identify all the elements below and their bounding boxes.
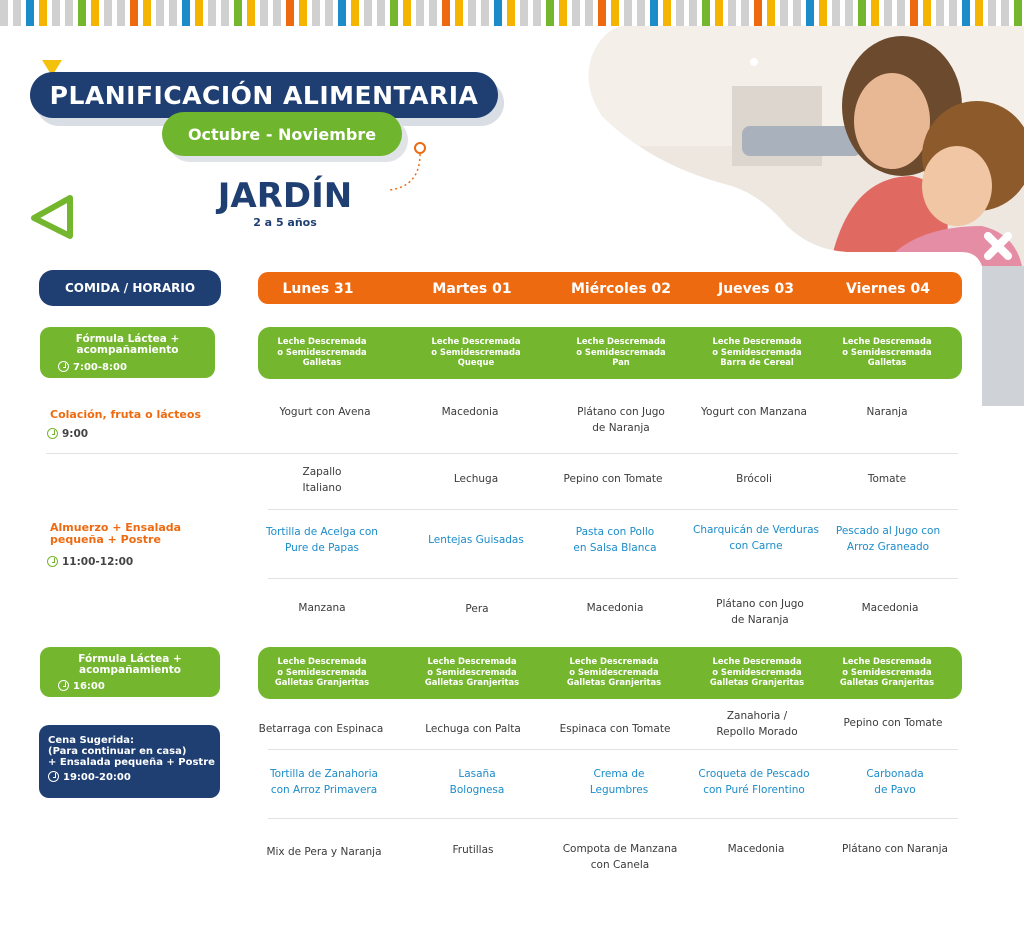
meal-time-text: 9:00 bbox=[62, 428, 89, 440]
stripe-segment bbox=[962, 0, 970, 26]
stripe-segment bbox=[182, 0, 190, 26]
stripe-segment bbox=[221, 0, 229, 26]
day-header: Viernes 04 bbox=[846, 281, 930, 297]
stripe-segment bbox=[0, 0, 8, 26]
stripe-segment bbox=[715, 0, 723, 26]
dinner-main-cell: Carbonada de Pavo bbox=[866, 768, 924, 796]
stripe-segment bbox=[871, 0, 879, 26]
meal-time bbox=[47, 556, 133, 568]
stripe-segment bbox=[195, 0, 203, 26]
lunch-salad-cell: Zapallo Italiano bbox=[302, 466, 342, 494]
row-divider bbox=[46, 453, 958, 454]
stripe-segment bbox=[910, 0, 918, 26]
stripe-segment bbox=[416, 0, 424, 26]
stripe-segment bbox=[897, 0, 905, 26]
stripe-segment bbox=[364, 0, 372, 26]
lunch-main-cell: Tortilla de Acelga con Pure de Papas bbox=[266, 526, 378, 554]
stripe-segment bbox=[234, 0, 242, 26]
stripe-segment bbox=[624, 0, 632, 26]
stripe-segment bbox=[104, 0, 112, 26]
stripe-segment bbox=[819, 0, 827, 26]
meal4-cell: Leche Descremada o Semidescremada Galletas Granjeritas bbox=[274, 656, 370, 687]
dinner-dessert-cell: Compota de Manzana con Canela bbox=[562, 843, 678, 871]
snack-cell: Yogurt con Avena bbox=[279, 406, 371, 418]
stripe-segment bbox=[702, 0, 710, 26]
stripe-segment bbox=[585, 0, 593, 26]
stripe-segment bbox=[325, 0, 333, 26]
meal1-cell: Leche Descremada o Semidescremada Galletas bbox=[277, 336, 367, 367]
stripe-segment bbox=[39, 0, 47, 26]
day-header: Miércoles 02 bbox=[570, 281, 672, 297]
corner-label: COMIDA / HORARIO bbox=[39, 270, 221, 306]
green-triangle-decoration bbox=[28, 190, 78, 240]
meal-time bbox=[48, 771, 220, 783]
stripe-segment bbox=[507, 0, 515, 26]
lunch-dessert-cell: Macedonia bbox=[861, 602, 919, 614]
stripe-segment bbox=[338, 0, 346, 26]
clock-icon bbox=[58, 361, 69, 372]
dinner-salad-cell: Espinaca con Tomate bbox=[559, 723, 671, 735]
stripe-segment bbox=[403, 0, 411, 26]
meal-label-afternoon bbox=[40, 647, 220, 697]
stripe-segment bbox=[793, 0, 801, 26]
meal4-cell: Leche Descremada o Semidescremada Galletas Granjeritas bbox=[566, 656, 662, 687]
day-header: Jueves 03 bbox=[718, 281, 794, 297]
snack-cell: Yogurt con Manzana bbox=[701, 406, 807, 418]
stripe-segment bbox=[533, 0, 541, 26]
stripe-segment bbox=[741, 0, 749, 26]
day-header: Lunes 31 bbox=[282, 281, 354, 297]
stripe-segment bbox=[273, 0, 281, 26]
meal-time-text: 16:00 bbox=[73, 681, 105, 692]
level-title: JARDÍN bbox=[217, 176, 353, 216]
day-header: Martes 01 bbox=[432, 281, 512, 297]
stripe-segment bbox=[286, 0, 294, 26]
stripe-segment bbox=[117, 0, 125, 26]
stripe-segment bbox=[611, 0, 619, 26]
meal1-cell: Leche Descremada o Semidescremada Pan bbox=[576, 336, 666, 367]
stripe-segment bbox=[754, 0, 762, 26]
stripe-segment bbox=[455, 0, 463, 26]
dinner-salad-cell: Zanahoria / Repollo Morado bbox=[716, 710, 798, 738]
row-divider bbox=[268, 818, 958, 819]
stripe-segment bbox=[780, 0, 788, 26]
dinner-dessert-cell: Macedonia bbox=[727, 843, 785, 855]
lunch-salad-cell: Lechuga bbox=[453, 473, 499, 485]
stripe-segment bbox=[949, 0, 957, 26]
dinner-main-cell: Crema de Legumbres bbox=[589, 768, 649, 796]
stripe-segment bbox=[13, 0, 21, 26]
stripe-segment bbox=[351, 0, 359, 26]
stripe-segment bbox=[546, 0, 554, 26]
stripe-segment bbox=[1014, 0, 1022, 26]
lunch-salad-cell: Tomate bbox=[867, 473, 907, 485]
stripe-segment bbox=[65, 0, 73, 26]
meal1-cell: Leche Descremada o Semidescremada Queque bbox=[431, 336, 521, 367]
stripe-segment bbox=[676, 0, 684, 26]
meal-label-text: Cena Sugerida: (Para continuar en casa) + Ensalada pequeña + Postre bbox=[48, 735, 215, 768]
dinner-dessert-cell: Frutillas bbox=[452, 844, 494, 856]
stripe-segment bbox=[377, 0, 385, 26]
stripe-segment bbox=[156, 0, 164, 26]
lunch-main-cell: Charquicán de Verduras con Carne bbox=[693, 524, 819, 552]
clock-icon bbox=[58, 680, 69, 691]
stripe-segment bbox=[975, 0, 983, 26]
stripe-segment bbox=[689, 0, 697, 26]
meal-label-text: Fórmula Láctea + acompañamiento bbox=[75, 333, 180, 356]
stripe-segment bbox=[988, 0, 996, 26]
stripe-segment bbox=[312, 0, 320, 26]
stripe-segment bbox=[169, 0, 177, 26]
meal-time-text: 11:00-12:00 bbox=[62, 556, 134, 568]
stripe-segment bbox=[520, 0, 528, 26]
stripe-segment bbox=[598, 0, 606, 26]
snack-cell: Naranja bbox=[866, 406, 908, 418]
meal-time-text: 7:00-8:00 bbox=[73, 362, 127, 373]
lunch-main-cell: Pasta con Pollo en Salsa Blanca bbox=[573, 526, 657, 554]
stripe-segment bbox=[858, 0, 866, 26]
dinner-main-cell: Croqueta de Pescado con Puré Florentino bbox=[698, 768, 810, 796]
meal-time bbox=[58, 361, 127, 373]
lunch-dessert-cell: Macedonia bbox=[586, 602, 644, 614]
stripe-segment bbox=[494, 0, 502, 26]
stripe-segment bbox=[728, 0, 736, 26]
stripe-segment bbox=[650, 0, 658, 26]
meal-label-breakfast bbox=[40, 327, 215, 378]
dinner-dessert-cell: Mix de Pera y Naranja bbox=[266, 846, 382, 858]
stripe-segment bbox=[936, 0, 944, 26]
stripe-segment bbox=[572, 0, 580, 26]
dinner-main-cell: Lasaña Bolognesa bbox=[449, 768, 505, 796]
age-range: 2 a 5 años bbox=[253, 216, 317, 229]
lunch-dessert-cell: Manzana bbox=[298, 602, 346, 614]
meal-label-dinner bbox=[39, 725, 220, 798]
clock-icon bbox=[47, 428, 58, 439]
meal-time-text: 19:00-20:00 bbox=[63, 772, 131, 783]
stripe-segment bbox=[845, 0, 853, 26]
meal-time bbox=[47, 428, 88, 440]
snack-cell: Macedonia bbox=[441, 406, 499, 418]
stripe-segment bbox=[26, 0, 34, 26]
meal-label-lunch: Almuerzo + Ensalada pequeña + Postre bbox=[50, 521, 182, 546]
lunch-dessert-cell: Plátano con Jugo de Naranja bbox=[716, 598, 804, 626]
stripe-segment bbox=[806, 0, 814, 26]
page-title: PLANIFICACIÓN ALIMENTARIA bbox=[30, 72, 498, 118]
stripe-segment bbox=[390, 0, 398, 26]
stripe-segment bbox=[52, 0, 60, 26]
stripe-segment bbox=[468, 0, 476, 26]
stripe-segment bbox=[832, 0, 840, 26]
meal1-cell: Leche Descremada o Semidescremada Galletas bbox=[842, 336, 932, 367]
lunch-salad-cell: Pepino con Tomate bbox=[563, 473, 663, 485]
stripe-segment bbox=[91, 0, 99, 26]
row-divider bbox=[268, 749, 958, 750]
lunch-dessert-cell: Pera bbox=[465, 603, 489, 615]
row-divider bbox=[268, 578, 958, 579]
meal4-cell: Leche Descremada o Semidescremada Galletas Granjeritas bbox=[839, 656, 935, 687]
stripe-segment bbox=[663, 0, 671, 26]
lunch-main-cell: Pescado al Jugo con Arroz Graneado bbox=[835, 525, 941, 553]
stripe-segment bbox=[208, 0, 216, 26]
dinner-salad-cell: Lechuga con Palta bbox=[425, 723, 521, 735]
stripe-segment bbox=[559, 0, 567, 26]
meal-label-snack: Colación, fruta o lácteos bbox=[50, 408, 201, 421]
stripe-segment bbox=[884, 0, 892, 26]
dinner-main-cell: Tortilla de Zanahoria con Arroz Primavera bbox=[270, 768, 378, 796]
stripe-segment bbox=[78, 0, 86, 26]
stripe-segment bbox=[442, 0, 450, 26]
stripe-segment bbox=[481, 0, 489, 26]
clock-icon bbox=[47, 556, 58, 567]
meal1-cell: Leche Descremada o Semidescremada Barra de Cereal bbox=[712, 336, 802, 367]
period-badge: Octubre - Noviembre bbox=[162, 112, 402, 156]
stripe-segment bbox=[143, 0, 151, 26]
top-decorative-stripe bbox=[0, 0, 1024, 26]
stripe-segment bbox=[299, 0, 307, 26]
stripe-segment bbox=[130, 0, 138, 26]
meal-label-text: Fórmula Láctea + acompañamiento bbox=[78, 653, 182, 676]
stripe-segment bbox=[429, 0, 437, 26]
meal-time bbox=[58, 680, 105, 692]
stripe-segment bbox=[767, 0, 775, 26]
row-divider bbox=[268, 509, 958, 510]
meal4-cell: Leche Descremada o Semidescremada Galletas Granjeritas bbox=[424, 656, 520, 687]
lunch-main-cell: Lentejas Guisadas bbox=[428, 534, 524, 546]
dinner-salad-cell: Betarraga con Espinaca bbox=[258, 723, 384, 735]
stripe-segment bbox=[260, 0, 268, 26]
snack-cell: Plátano con Jugo de Naranja bbox=[577, 406, 665, 434]
clock-icon bbox=[48, 771, 59, 782]
stripe-segment bbox=[637, 0, 645, 26]
dinner-dessert-cell: Plátano con Naranja bbox=[842, 843, 948, 855]
dinner-salad-cell: Pepino con Tomate bbox=[843, 717, 943, 729]
white-cross-decoration bbox=[980, 228, 1016, 264]
stripe-segment bbox=[247, 0, 255, 26]
stripe-segment bbox=[923, 0, 931, 26]
stripe-segment bbox=[1001, 0, 1009, 26]
lunch-salad-cell: Brócoli bbox=[736, 473, 772, 485]
meal4-cell: Leche Descremada o Semidescremada Galletas Granjeritas bbox=[709, 656, 805, 687]
